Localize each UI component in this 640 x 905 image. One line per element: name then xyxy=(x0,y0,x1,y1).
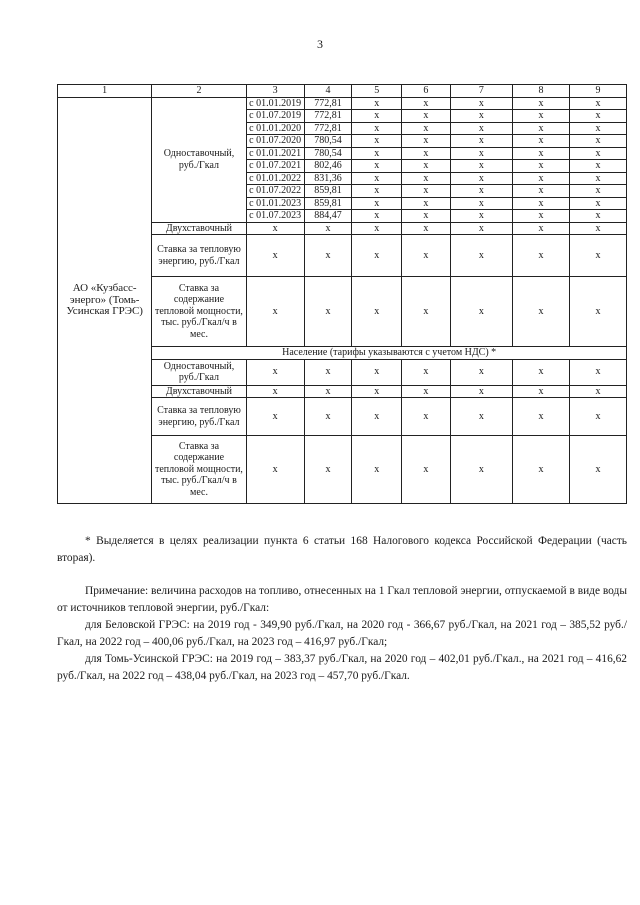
header-cell: 4 xyxy=(304,85,352,98)
x-cell: x xyxy=(512,147,569,160)
x-cell: x xyxy=(512,235,569,277)
x-cell: x xyxy=(512,135,569,148)
tariff-table xyxy=(57,84,627,504)
x-cell: x xyxy=(304,359,352,385)
two-rate-label: Двухставочный xyxy=(152,222,246,235)
x-cell: x xyxy=(450,160,512,173)
x-cell: x xyxy=(304,235,352,277)
period-date: с 01.07.2022 xyxy=(246,185,304,198)
organization-cell: АО «Кузбасс-энерго» (Томь-Усинская ГРЭС) xyxy=(58,97,152,504)
x-cell: x xyxy=(402,385,451,398)
x-cell: x xyxy=(569,436,626,504)
x-cell: x xyxy=(569,385,626,398)
energy-rate-label: Ставка за тепловую энергию, руб./Гкал xyxy=(152,235,246,277)
x-cell: x xyxy=(352,122,402,135)
header-cell: 9 xyxy=(569,85,626,98)
x-cell: x xyxy=(512,398,569,436)
x-cell: x xyxy=(512,110,569,123)
x-cell: x xyxy=(512,210,569,223)
x-cell: x xyxy=(402,277,451,347)
x-cell: x xyxy=(352,135,402,148)
x-cell: x xyxy=(512,197,569,210)
period-value: 831,36 xyxy=(304,172,352,185)
x-cell: x xyxy=(352,185,402,198)
two-rate-label: Двухставочный xyxy=(152,385,246,398)
period-value: 780,54 xyxy=(304,147,352,160)
x-cell: x xyxy=(450,135,512,148)
x-cell: x xyxy=(246,277,304,347)
x-cell: x xyxy=(450,110,512,123)
x-cell: x xyxy=(352,97,402,110)
period-value: 859,81 xyxy=(304,185,352,198)
remark-intro: Примечание: величина расходов на топливо, отнесенных на 1 Гкал тепловой энергии, отпускаемой в виде воды от источников тепловой энергии, руб./Гкал: xyxy=(57,585,627,614)
period-date: с 01.01.2019 xyxy=(246,97,304,110)
period-value: 780,54 xyxy=(304,135,352,148)
x-cell: x xyxy=(450,359,512,385)
x-cell: x xyxy=(402,185,451,198)
population-header: Население (тарифы указываются с учетом НДС) * xyxy=(152,347,627,360)
x-cell: x xyxy=(569,172,626,185)
x-cell: x xyxy=(569,110,626,123)
header-cell: 2 xyxy=(152,85,246,98)
x-cell: x xyxy=(450,235,512,277)
x-cell: x xyxy=(512,359,569,385)
x-cell: x xyxy=(569,160,626,173)
single-rate-label: Одноставочный, руб./Гкал xyxy=(152,359,246,385)
x-cell: x xyxy=(352,398,402,436)
period-date: с 01.01.2020 xyxy=(246,122,304,135)
period-date: с 01.01.2022 xyxy=(246,172,304,185)
period-date: с 01.07.2023 xyxy=(246,210,304,223)
x-cell: x xyxy=(512,436,569,504)
x-cell: x xyxy=(246,235,304,277)
x-cell: x xyxy=(450,385,512,398)
period-date: с 01.07.2021 xyxy=(246,160,304,173)
x-cell: x xyxy=(512,172,569,185)
x-cell: x xyxy=(569,197,626,210)
x-cell: x xyxy=(512,222,569,235)
x-cell: x xyxy=(352,160,402,173)
header-cell: 8 xyxy=(512,85,569,98)
x-cell: x xyxy=(352,385,402,398)
x-cell: x xyxy=(246,436,304,504)
period-value: 772,81 xyxy=(304,110,352,123)
header-cell: 6 xyxy=(402,85,451,98)
x-cell: x xyxy=(304,385,352,398)
x-cell: x xyxy=(569,222,626,235)
x-cell: x xyxy=(402,135,451,148)
x-cell: x xyxy=(402,172,451,185)
period-value: 802,46 xyxy=(304,160,352,173)
single-rate-label: Одноставочный, руб./Гкал xyxy=(152,97,246,222)
x-cell: x xyxy=(512,185,569,198)
x-cell: x xyxy=(352,436,402,504)
x-cell: x xyxy=(402,210,451,223)
x-cell: x xyxy=(246,222,304,235)
x-cell: x xyxy=(402,122,451,135)
x-cell: x xyxy=(450,97,512,110)
period-date: с 01.01.2023 xyxy=(246,197,304,210)
x-cell: x xyxy=(450,185,512,198)
header-cell: 3 xyxy=(246,85,304,98)
x-cell: x xyxy=(402,398,451,436)
remark xyxy=(57,583,627,685)
x-cell: x xyxy=(352,172,402,185)
header-row xyxy=(58,85,627,98)
x-cell: x xyxy=(569,147,626,160)
header-cell: 7 xyxy=(450,85,512,98)
capacity-rate-label: Ставка за содержание тепловой мощности, тыс. руб./Гкал/ч в мес. xyxy=(152,436,246,504)
x-cell: x xyxy=(512,97,569,110)
x-cell: x xyxy=(450,398,512,436)
period-value: 772,81 xyxy=(304,97,352,110)
period-value: 884,47 xyxy=(304,210,352,223)
period-value: 772,81 xyxy=(304,122,352,135)
x-cell: x xyxy=(450,222,512,235)
x-cell: x xyxy=(450,210,512,223)
x-cell: x xyxy=(512,122,569,135)
x-cell: x xyxy=(352,359,402,385)
x-cell: x xyxy=(450,436,512,504)
x-cell: x xyxy=(402,147,451,160)
x-cell: x xyxy=(569,398,626,436)
remark-tom-usinskaya: для Томь-Усинской ГРЭС: на 2019 год – 383,37 руб./Гкал, на 2020 год – 402,01 руб./Гкал., на 2021 год – 416,62 руб./Гкал, на 2022 год – 438,04 руб./Гкал, на 2023 год – 457,70 руб./Гкал. xyxy=(57,653,627,682)
x-cell: x xyxy=(352,235,402,277)
x-cell: x xyxy=(402,359,451,385)
x-cell: x xyxy=(402,160,451,173)
x-cell: x xyxy=(304,436,352,504)
x-cell: x xyxy=(402,436,451,504)
header-cell: 1 xyxy=(58,85,152,98)
capacity-rate-label: Ставка за содержание тепловой мощности, тыс. руб./Гкал/ч в мес. xyxy=(152,277,246,347)
x-cell: x xyxy=(450,122,512,135)
x-cell: x xyxy=(246,359,304,385)
x-cell: x xyxy=(352,277,402,347)
x-cell: x xyxy=(352,222,402,235)
x-cell: x xyxy=(512,160,569,173)
x-cell: x xyxy=(352,110,402,123)
x-cell: x xyxy=(450,277,512,347)
x-cell: x xyxy=(512,385,569,398)
x-cell: x xyxy=(402,97,451,110)
footnote: * Выделяется в целях реализации пункта 6 статьи 168 Налогового кодекса Российской Федерации (часть вторая). xyxy=(57,535,627,564)
page-number: 3 xyxy=(317,37,323,51)
x-cell: x xyxy=(569,97,626,110)
x-cell: x xyxy=(352,197,402,210)
x-cell: x xyxy=(304,277,352,347)
x-cell: x xyxy=(246,385,304,398)
x-cell: x xyxy=(304,222,352,235)
x-cell: x xyxy=(352,210,402,223)
x-cell: x xyxy=(402,110,451,123)
x-cell: x xyxy=(569,277,626,347)
period-date: с 01.07.2019 xyxy=(246,110,304,123)
x-cell: x xyxy=(402,235,451,277)
x-cell: x xyxy=(450,172,512,185)
period-date: с 01.07.2020 xyxy=(246,135,304,148)
x-cell: x xyxy=(569,235,626,277)
x-cell: x xyxy=(569,185,626,198)
x-cell: x xyxy=(402,222,451,235)
period-value: 859,81 xyxy=(304,197,352,210)
x-cell: x xyxy=(569,210,626,223)
x-cell: x xyxy=(512,277,569,347)
x-cell: x xyxy=(569,359,626,385)
x-cell: x xyxy=(246,398,304,436)
remark-belovskaya: для Беловской ГРЭС: на 2019 год - 349,90 руб./Гкал, на 2020 год - 366,67 руб./Гкал, на 2021 год – 385,52 руб./Гкал, на 2022 год – 400,06 руб./Гкал, на 2023 год – 416,97 руб./Гкал; xyxy=(57,619,627,648)
x-cell: x xyxy=(569,135,626,148)
x-cell: x xyxy=(304,398,352,436)
header-cell: 5 xyxy=(352,85,402,98)
period-date: с 01.01.2021 xyxy=(246,147,304,160)
x-cell: x xyxy=(352,147,402,160)
x-cell: x xyxy=(402,197,451,210)
x-cell: x xyxy=(450,147,512,160)
x-cell: x xyxy=(569,122,626,135)
x-cell: x xyxy=(450,197,512,210)
period-row xyxy=(58,97,627,110)
energy-rate-label: Ставка за тепловую энергию, руб./Гкал xyxy=(152,398,246,436)
